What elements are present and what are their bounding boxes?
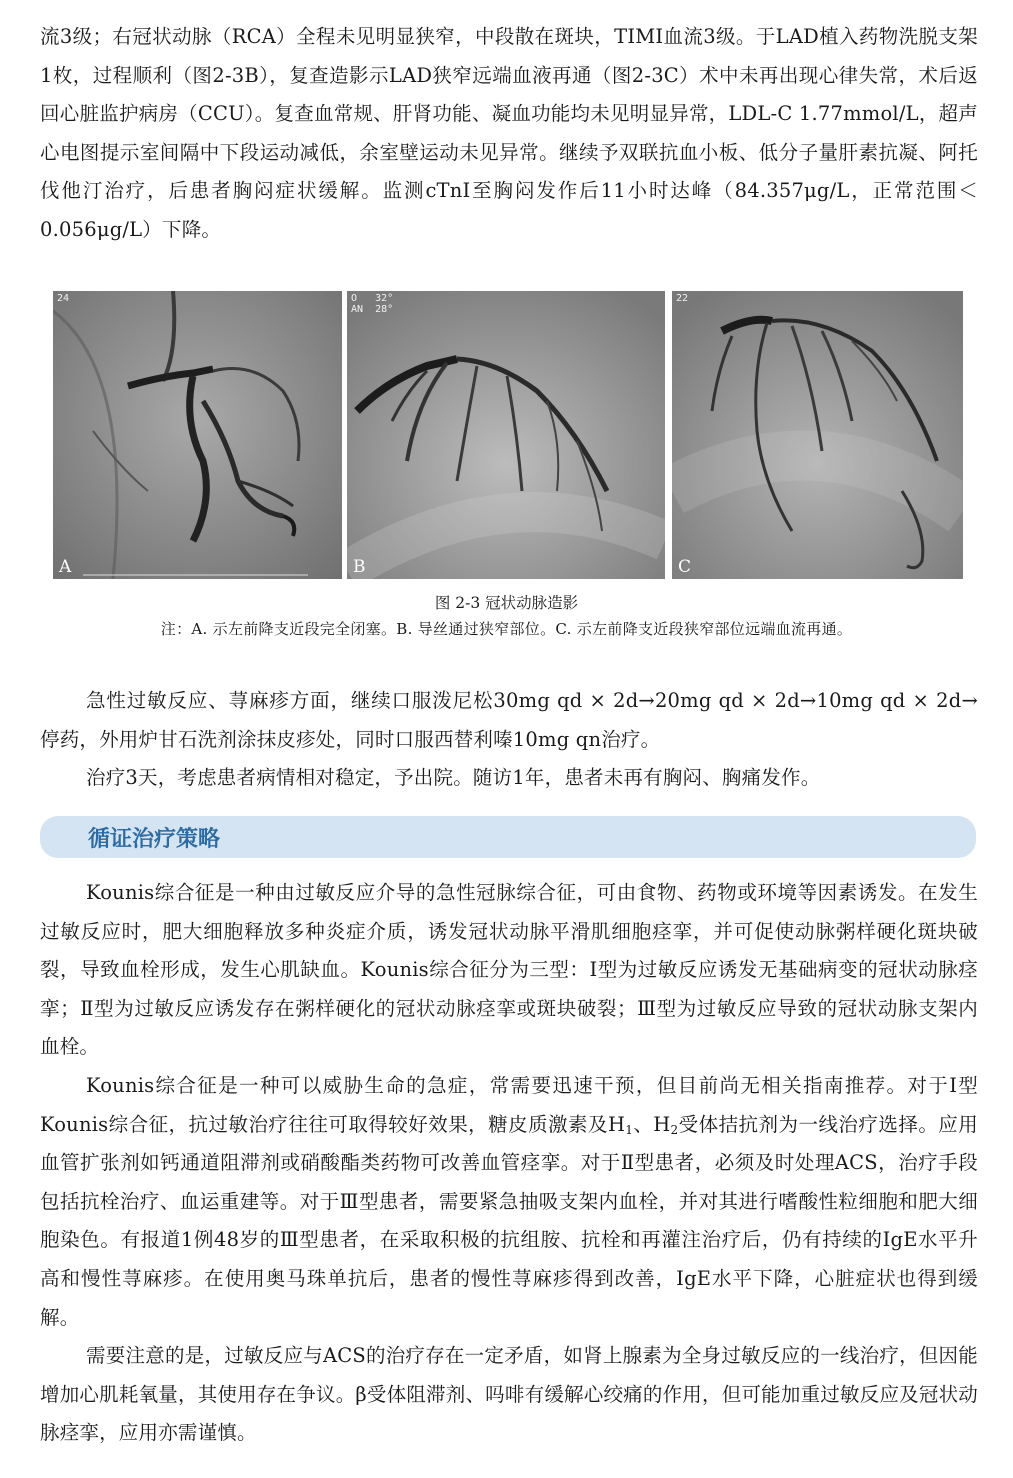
angiogram-image-b — [347, 291, 665, 579]
panel-corner-text: 22 — [676, 293, 689, 304]
page-body-middle — [40, 682, 978, 798]
panel-corner-text: O 32° AN 28° — [351, 293, 394, 315]
paragraph-discharge: 治疗3天，考虑患者病情相对稳定，予出院。随访1年，患者未再有胸闷、胸痛发作。 — [86, 766, 821, 790]
angiogram-panel-a — [53, 291, 342, 579]
angiogram-panel-c — [672, 291, 963, 579]
panel-label-a: A — [59, 557, 72, 577]
text-segment: 、H — [633, 1112, 671, 1136]
text-segment: Kounis综合征是一种可以威胁生命的急症，常需要迅速干预，但目前尚无相关指南推荐。对于Ⅰ型Kounis综合征，抗过敏治疗往往可取得较好效果，糖皮质激素及H — [40, 1073, 978, 1136]
angiogram-image-c — [672, 291, 963, 579]
text-segment: 受体拮抗剂为一线治疗选择。应用血管扩张剂如钙通道阻滞剂或硝酸酯类药物可改善血管痉挛。对于Ⅱ型患者，必须及时处理ACS，治疗手段包括抗栓治疗、血运重建等。对于Ⅲ型患者，需要紧急抽吸支架内血栓，并对其进行嗜酸性粒细胞和肥大细胞染色。有报道1例48岁的Ⅲ型患者，在采取积极的抗组胺、抗栓和再灌注治疗后，仍有持续的IgE水平升高和慢性荨麻疹。在使用奥马珠单抗后，患者的慢性荨麻疹得到改善，IgE水平下降，心脏症状也得到缓解。 — [40, 1112, 978, 1329]
figure-title: 图 2-3 冠状动脉造影 — [434, 594, 579, 612]
panel-label-b: B — [353, 557, 366, 577]
angiogram-panel-b — [347, 291, 665, 579]
panel-corner-text: 24 — [57, 293, 70, 304]
figure-angiography — [53, 291, 963, 579]
paragraph-allergy-treatment: 急性过敏反应、荨麻疹方面，继续口服泼尼松30mg qd × 2d→20mg qd × 2d→10mg qd × 2d→停药，外用炉甘石洗剂涂抹皮疹处，同时口服西替利嗪10mg qn治疗。 — [40, 689, 978, 751]
figure-note: 注：A. 示左前降支近段完全闭塞。B. 导丝通过狭窄部位。C. 示左前降支近段狭窄部位远端血流再通。 — [160, 620, 853, 638]
section-header-bar — [40, 816, 976, 858]
paragraph-cath-results: 流3级；右冠状动脉（RCA）全程未见明显狭窄，中段散在斑块，TIMI血流3级。于LAD植入药物洗脱支架1枚，过程顺利（图2-3B），复查造影示LAD狭窄远端血液再通（图2-3C）术中未再出现心律失常，术后返回心脏监护病房（CCU）。复查血常规、肝肾功能、凝血功能均未见明显异常，LDL-C 1.77mmol/L，超声心电图提示室间隔中下段运动减低，余室壁运动未见异常。继续予双联抗血小板、低分子量肝素抗凝、阿托伐他汀治疗，后患者胸闷症状缓解。监测cTnI至胸闷发作后11小时达峰（84.357μg/L，正常范围＜0.056μg/L）下降。 — [40, 25, 978, 241]
paragraph-kounis-definition: Kounis综合征是一种由过敏反应介导的急性冠脉综合征，可由食物、药物或环境等因素诱发。在发生过敏反应时，肥大细胞释放多种炎症介质，诱发冠状动脉平滑肌细胞痉挛，并可促使动脉粥样硬化斑块破裂，导致血栓形成，发生心肌缺血。Kounis综合征分为三型：Ⅰ型为过敏反应诱发无基础病变的冠状动脉痉挛；Ⅱ型为过敏反应诱发存在粥样硬化的冠状动脉痉挛或斑块破裂；Ⅲ型为过敏反应导致的冠状动脉支架内血栓。 — [40, 881, 978, 1059]
page-body-bottom — [40, 874, 978, 1453]
page-body-top — [40, 18, 978, 250]
section-title: 循证治疗策略 — [88, 826, 221, 852]
angiogram-image-a — [53, 291, 342, 579]
paragraph-kounis-treatment — [40, 1067, 978, 1337]
subscript: 1 — [625, 1122, 634, 1137]
panel-label-c: C — [678, 557, 692, 577]
paragraph-treatment-caution: 需要注意的是，过敏反应与ACS的治疗存在一定矛盾，如肾上腺素为全身过敏反应的一线治疗，但因能增加心肌耗氧量，其使用存在争议。β受体阻滞剂、吗啡有缓解心绞痛的作用，但可能加重过敏反应及冠状动脉痉挛，应用亦需谨慎。 — [40, 1344, 978, 1445]
subscript: 2 — [670, 1122, 679, 1137]
